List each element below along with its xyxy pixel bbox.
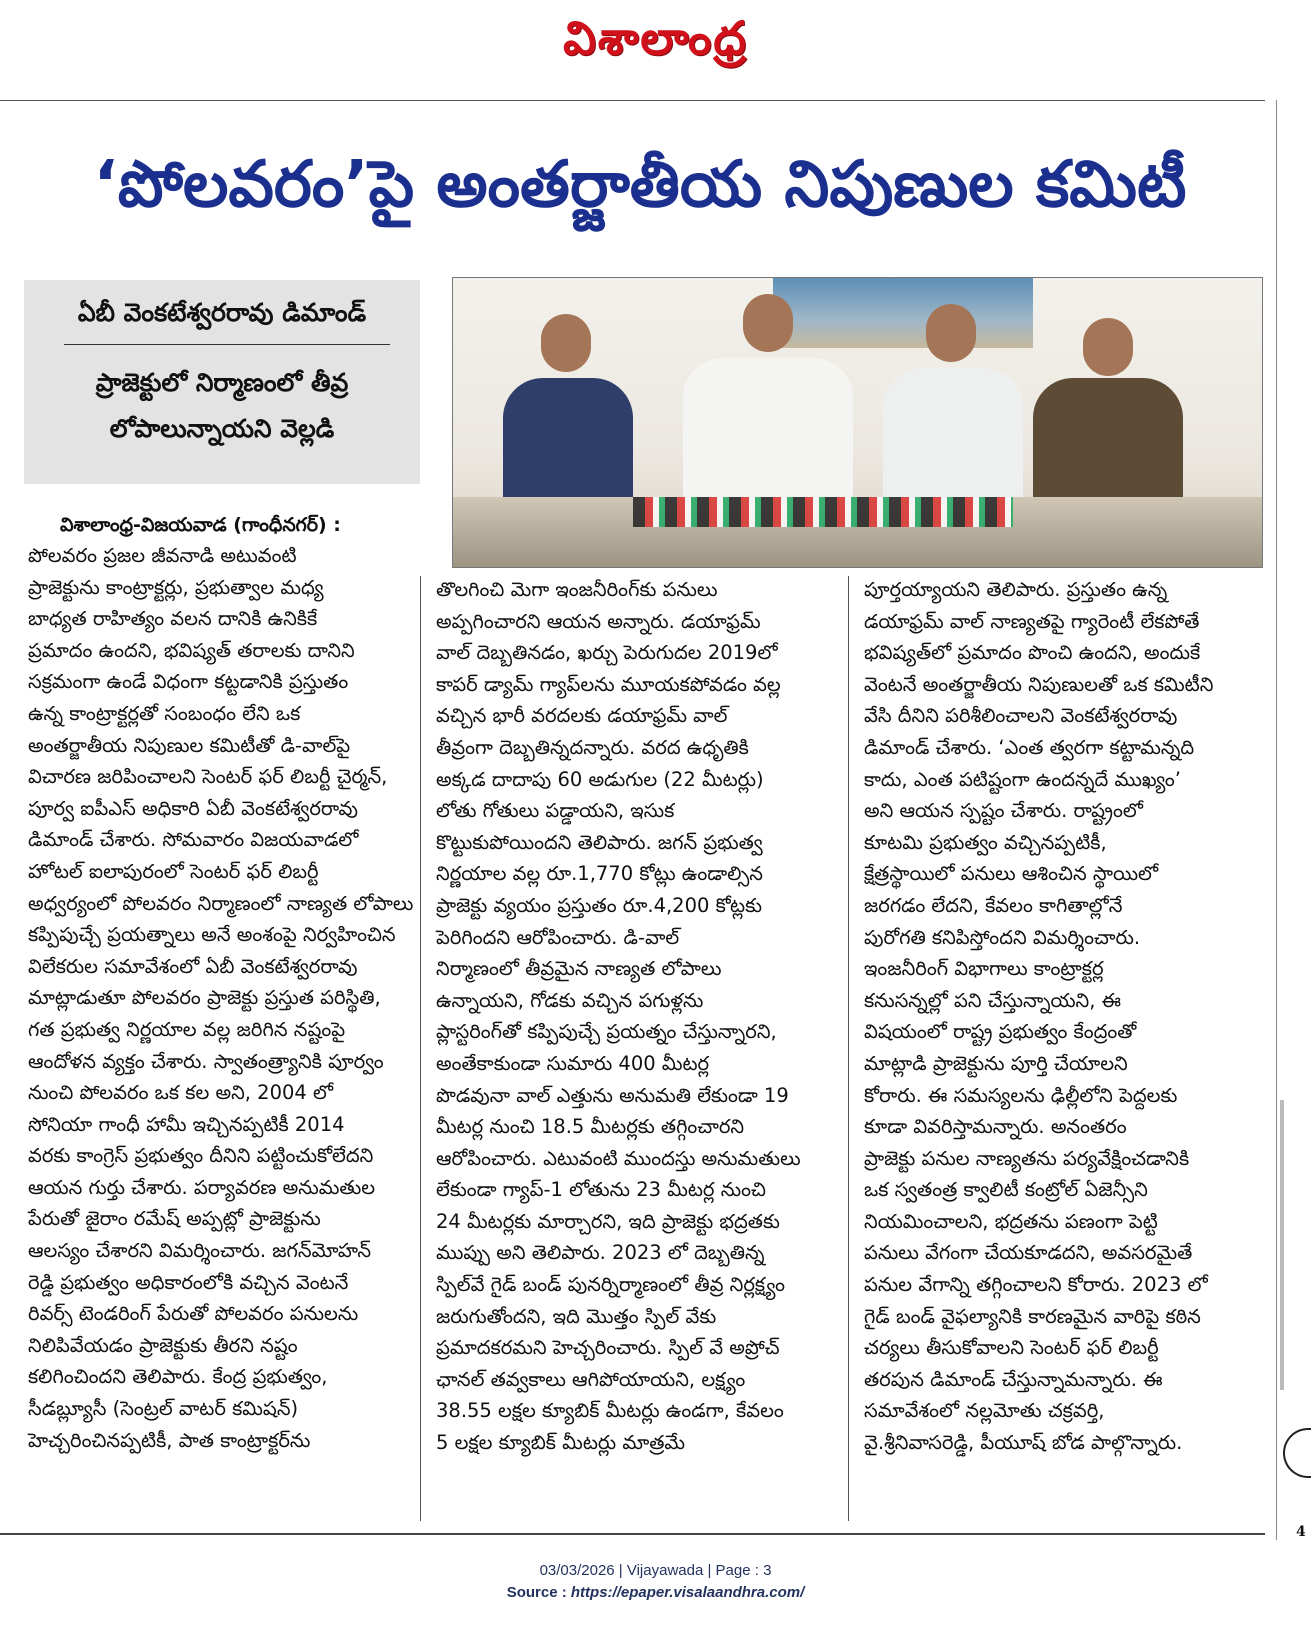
- article-line: విషయంలో రాష్ట్ర ప్రభుత్వం కేంద్రంతో: [864, 1020, 1137, 1044]
- article-line: డిమాండ్ చేశారు. ‘ఎంత త్వరగా కట్టామన్నది: [864, 735, 1195, 759]
- footer-edition-line: 03/03/2026 | Vijayawada | Page : 3: [539, 1562, 772, 1579]
- subhead-divider: [64, 344, 390, 345]
- article-line: లోతు గోతులు పడ్డాయని, ఇసుక: [436, 799, 675, 823]
- article-line: విలేకరుల సమావేశంలో ఏబీ వెంకటేశ్వరరావు: [28, 954, 358, 978]
- page-edge-rule: [1276, 100, 1277, 1540]
- article-column-3: [864, 574, 1264, 1459]
- article-line: కూడా వివరిస్తామన్నారు. అనంతరం: [864, 1115, 1127, 1139]
- article-line: నిర్మాణంలో తీవ్రమైన నాణ్యత లోపాలు: [436, 957, 722, 981]
- article-line: పోలవరం ప్రజల జీవనాడి అటువంటి: [28, 544, 297, 567]
- article-line: కోరారు. ఈ సమస్యలను ఢిల్లీలోని పెద్దలకు: [864, 1083, 1178, 1107]
- article-column-1: [28, 540, 414, 1456]
- article-line: చర్యలు తీసుకోవాలని సెంటర్ ఫర్ లిబర్టీ: [864, 1336, 1159, 1360]
- article-line: భవిష్యత్‌లో ప్రమాదం పొంచి ఉందని, అందుకే: [864, 641, 1201, 665]
- person-4-head: [1083, 318, 1133, 376]
- article-line: వాల్ దెబ్బతినడం, ఖర్చు పెరుగుదల 2019లో: [436, 641, 778, 665]
- article-line: సీడబ్ల్యూసీ (సెంట్రల్ వాటర్ కమిషన్): [28, 1397, 299, 1421]
- article-line: గత ప్రభుత్వ నిర్ణయాల వల్ల జరిగిన నష్టంపై: [28, 1017, 346, 1041]
- column-divider: [420, 576, 421, 1521]
- article-line: అధ్వర్యంలో పోలవరం నిర్మాణంలో నాణ్యత లోపాలు: [28, 891, 414, 915]
- article-line: వేసి దీనిని పరిశీలించాలని వెంకటేశ్వరరావు: [864, 704, 1178, 728]
- subhead-box: [24, 280, 420, 484]
- article-line: కొట్టుకుపోయిందని తెలిపారు. జగన్ ప్రభుత్వ: [436, 830, 763, 854]
- article-line: అక్కడ దాదాపు 60 అడుగుల (22 మీటర్లు): [436, 767, 764, 791]
- footer-source-link[interactable]: https://epaper.visalaandhra.com/: [570, 1584, 805, 1601]
- person-2: [683, 358, 853, 518]
- article-line: ప్రాజెక్టు పనుల నాణ్యతను పర్యవేక్షించడానికి: [864, 1146, 1190, 1170]
- article-line: ప్రమాదం ఉందని, భవిష్యత్ తరాలకు దానిని: [28, 638, 355, 662]
- person-3: [883, 368, 1023, 518]
- article-line: అని ఆయన స్పష్టం చేశారు. రాష్ట్రంలో: [864, 799, 1143, 823]
- footer-rule: [0, 1533, 1265, 1535]
- article-line: అంతర్జాతీయ నిపుణుల కమిటీతో డి-వాల్‌పై: [28, 733, 351, 757]
- article-line: సమావేశంలో నల్లమోతు చక్రవర్తి,: [864, 1399, 1105, 1423]
- article-line: మాట్లాడి ప్రాజెక్టును పూర్తి చేయాలని: [864, 1051, 1128, 1075]
- article-line: జరుగుతోందని, ఇది మొత్తం స్పిల్ వేకు: [436, 1304, 717, 1328]
- article-line: ఆందోళన వ్యక్తం చేశారు. స్వాతంత్ర్యానికి పూర్వం: [28, 1049, 384, 1073]
- footer-source-line: [0, 1582, 1311, 1604]
- article-line: ఇంజనీరింగ్ విభాగాలు కాంట్రాక్టర్ల: [864, 957, 1104, 981]
- person-2-head: [743, 294, 793, 352]
- article-line: పనులు వేగంగా చేయకూడదని, అవసరమైతే: [864, 1241, 1193, 1265]
- page-footer: [0, 1560, 1311, 1604]
- article-line: డిమాండ్ చేశారు. సోమవారం విజయవాడలో: [28, 828, 359, 852]
- adjacent-seal-fragment: [1283, 1428, 1311, 1478]
- subhead-secondary-line: ప్రాజెక్టులో నిర్మాణంలో తీవ్ర: [95, 368, 349, 397]
- article-line: కాపర్ డ్యామ్ గ్యాప్‌లను మూయకపోవడం వల్ల: [436, 672, 781, 696]
- article-line: ప్రాజెక్టును కాంట్రాక్టర్లు, ప్రభుత్వాల మధ్య: [28, 575, 324, 599]
- article-line: తొలగించి మెగా ఇంజనీరింగ్‌కు పనులు: [436, 578, 718, 601]
- article-line: పూర్వ ఐపీఎస్ అధికారి ఏబీ వెంకటేశ్వరరావు: [28, 796, 359, 820]
- article-line: పేరుతో జైరాం రమేష్ అప్పట్లో ప్రాజెక్టును: [28, 1207, 321, 1231]
- article-line: రివర్స్ టెండరింగ్ పేరుతో పోలవరం పనులను: [28, 1302, 359, 1326]
- article-line: అప్పగించారని ఆయన అన్నారు. డయాఫ్రమ్: [436, 609, 761, 633]
- article-line: 5 లక్షల క్యూబిక్ మీటర్లు మాత్రమే: [436, 1431, 686, 1455]
- article-line: బాధ్యత రాహిత్యం వలన దానికి ఉనికికే: [28, 607, 318, 631]
- article-line: రెడ్డి ప్రభుత్వం అధికారంలోకి వచ్చిన వెంటనే: [28, 1270, 349, 1294]
- press-conference-photo: [452, 277, 1263, 568]
- footer-source-label: Source :: [506, 1584, 571, 1601]
- article-line: ఆలస్యం చేశారని విమర్శించారు. జగన్‌మోహన్: [28, 1239, 372, 1263]
- article-line: ఉన్న కాంట్రాక్టర్లతో సంబంధం లేని ఒక: [28, 701, 301, 725]
- subhead-primary: ఏబీ వెంకటేశ్వరరావు డిమాండ్: [77, 298, 367, 327]
- adjacent-page-strip: [1280, 1100, 1284, 1390]
- article-line: హోటల్ ఐలాపురంలో సెంటర్ ఫర్ లిబర్టీ: [28, 859, 319, 883]
- microphones: [633, 497, 1013, 527]
- article-line: కాదు, ఎంత పటిష్టంగా ఉందన్నదే ముఖ్యం’: [864, 767, 1181, 791]
- masthead: [0, 8, 1311, 68]
- article-line: నిలిపివేయడం ప్రాజెక్టుకు తీరని నష్టం: [28, 1333, 298, 1357]
- article-line: నియమించాలని, భద్రతను పణంగా పెట్టి: [864, 1209, 1158, 1233]
- article-line: గైడ్ బండ్ వైఫల్యానికి కారణమైన వారిపై కఠిన: [864, 1304, 1201, 1328]
- article-column-2: [436, 574, 826, 1459]
- dam-poster: [773, 278, 1033, 348]
- article-line: డయాఫ్రమ్ వాల్ నాణ్యతపై గ్యారెంటీ లేకపోతే: [864, 609, 1200, 633]
- article-line: కనుసన్నల్లో పని చేస్తున్నాయని, ఈ: [864, 988, 1122, 1012]
- article-line: ఆయన గుర్తు చేశారు. పర్యావరణ అనుమతుల: [28, 1175, 376, 1199]
- article-line: విచారణ జరిపించాలని సెంటర్ ఫర్ లిబర్టీ చైర్మన్,: [28, 765, 388, 789]
- article-line: అంతేకాకుండా సుమారు 400 మీటర్ల: [436, 1051, 710, 1075]
- article-line: ఛానల్ తవ్వకాలు ఆగిపోయాయని, లక్ష్యం: [436, 1367, 746, 1391]
- article-line: జరగడం లేదని, కేవలం కాగితాల్లోనే: [864, 893, 1123, 917]
- subhead-secondary-line: లోపాలున్నాయని వెల్లడి: [109, 414, 335, 443]
- dateline: విశాలాంధ్ర-విజయవాడ (గాంధీనగర్) :: [60, 514, 341, 536]
- article-headline: ‘పోలవరం’పై అంతర్జాతీయ నిపుణుల కమిటీ: [93, 148, 1187, 222]
- person-3-head: [926, 304, 976, 362]
- article-line: క్షేత్రస్థాయిలో పనులు ఆశించిన స్థాయిలో: [864, 862, 1159, 886]
- article-line: కప్పిపుచ్చే ప్రయత్నాలు అనే అంశంపై నిర్వహించిన: [28, 923, 396, 947]
- article-line: వరకు కాంగ్రెస్ ప్రభుత్వం దీనిని పట్టించుకోలేదని: [28, 1144, 374, 1168]
- article-line: పొడవునా వాల్ ఎత్తును అనుమతి లేకుండా 19: [436, 1083, 789, 1107]
- article-line: ఉన్నాయని, గోడకు వచ్చిన పగుళ్లను: [436, 988, 704, 1012]
- article-line: ప్లాస్టరింగ్‌తో కప్పిపుచ్చే ప్రయత్నం చేస్తున్నారని,: [436, 1020, 777, 1044]
- article-line: నిర్ణయాల వల్ల రూ.1,770 కోట్లు ఉండాల్సిన: [436, 862, 763, 886]
- article-line: 24 మీటర్లకు మార్చారని, ఇది ప్రాజెక్టు భద్రతకు: [436, 1209, 780, 1233]
- article-line: తీవ్రంగా దెబ్బతిన్నదన్నారు. వరద ఉధృతికి: [436, 735, 749, 759]
- person-1-head: [541, 314, 591, 372]
- article-line: పురోగతి కనిపిస్తోందని విమర్శించారు.: [864, 925, 1141, 949]
- article-line: పనుల వేగాన్ని తగ్గించాలని కోరారు. 2023 లో: [864, 1273, 1208, 1297]
- article-line: ముప్పు అని తెలిపారు. 2023 లో దెబ్బతిన్న: [436, 1241, 765, 1265]
- article-line: కూటమి ప్రభుత్వం వచ్చినప్పటికీ,: [864, 830, 1107, 854]
- article-line: పూర్తయ్యాయని తెలిపారు. ప్రస్తుతం ఉన్న: [864, 578, 1168, 601]
- article-line: నుంచి పోలవరం ఒక కల అని, 2004 లో: [28, 1081, 334, 1105]
- article-line: ఆరోపించారు. ఎటువంటి ముందస్తు అనుమతులు: [436, 1146, 801, 1170]
- article-line: సక్రమంగా ఉండే విధంగా కట్టడానికి ప్రస్తుతం: [28, 670, 349, 694]
- article-line: 38.55 లక్షల క్యూబిక్ మీటర్లు ఉండగా, కేవలం: [436, 1399, 784, 1423]
- subhead-secondary: [44, 360, 400, 452]
- article-line: సోనియా గాంధీ హామీ ఇచ్చినప్పటికీ 2014: [28, 1112, 345, 1136]
- article-line: మీటర్ల నుంచి 18.5 మీటర్లకు తగ్గించారని: [436, 1115, 745, 1139]
- article-line: లేకుండా గ్యాప్-1 లోతును 23 మీటర్ల నుంచి: [436, 1178, 766, 1202]
- article-line: ప్రాజెక్టు వ్యయం ప్రస్తుతం రూ.4,200 కోట్లకు: [436, 893, 763, 917]
- article-line: హెచ్చరించినప్పటికీ, పాత కాంట్రాక్టర్‌ను: [28, 1428, 311, 1452]
- article-line: వై.శ్రీనివాసరెడ్డి, పీయూష్ బోడ పాల్గొన్నారు.: [864, 1431, 1183, 1455]
- article-line: పెరిగిందని ఆరోపించారు. డి-వాల్: [436, 925, 680, 949]
- masthead-rule: [0, 100, 1265, 101]
- article-line: వచ్చిన భారీ వరదలకు డయాఫ్రమ్ వాల్: [436, 704, 728, 728]
- article-line: మాట్లాడుతూ పోలవరం ప్రాజెక్టు ప్రస్తుత పరిస్థితి,: [28, 986, 381, 1010]
- article-line: ప్రమాదకరమని హెచ్చరించారు. స్పిల్ వే అప్రోచ్: [436, 1336, 780, 1360]
- adjacent-page-number: 4: [1296, 1524, 1306, 1540]
- column-divider: [848, 576, 849, 1521]
- article-line: స్పిల్‌వే గైడ్ బండ్ పునర్నిర్మాణంలో తీవ్ర నిర్లక్ష్యం: [436, 1273, 786, 1297]
- article-line: వెంటనే అంతర్జాతీయ నిపుణులతో ఒక కమిటీని: [864, 672, 1214, 696]
- article-line: ఒక స్వతంత్ర క్వాలిటీ కంట్రోల్ ఏజెన్సీని: [864, 1178, 1148, 1202]
- article-line: కలిగించిందని తెలిపారు. కేంద్ర ప్రభుత్వం,: [28, 1365, 328, 1389]
- newspaper-logo: విశాలాంధ్ర: [563, 11, 748, 65]
- article-line: తరపున డిమాండ్ చేస్తున్నామన్నారు. ఈ: [864, 1367, 1163, 1391]
